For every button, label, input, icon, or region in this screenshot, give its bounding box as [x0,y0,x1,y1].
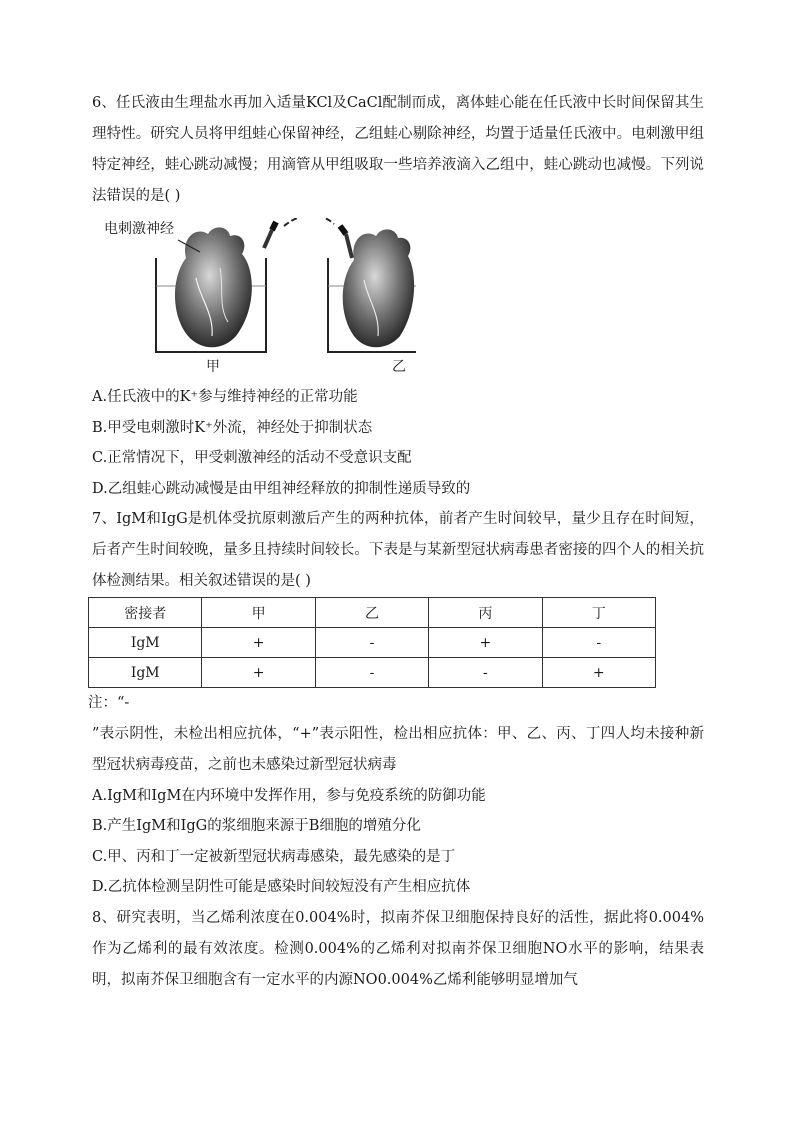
group-jia-label: 甲 [206,359,220,375]
q7-option-b: B.产生IgM和IgG的浆细胞来源于B细胞的增殖分化 [92,818,421,834]
table-cell: - [429,658,542,688]
table-header-cell: 甲 [202,598,315,628]
q7-note-line2: ”表示阴性，未检出相应抗体，“+”表示阳性，检出相应抗体：甲、乙、丙、丁四人均未接种新型冠状病毒疫苗，之前也未感染过新型冠状病毒 [92,725,704,773]
table-cell: - [315,628,428,658]
table-header-cell: 密接者 [89,598,202,628]
q6-option-a: A.任氏液中的K⁺参与维持神经的正常功能 [92,389,358,405]
table-cell: IgM [89,628,202,658]
q7-option-d: D.乙抗体检测呈阴性可能是感染时间较短没有产生相应抗体 [92,879,471,895]
table-header-cell: 乙 [315,598,428,628]
heart-illustration [96,218,416,378]
table-cell: IgM [89,658,202,688]
heart-experiment-figure [96,218,416,378]
table-cell: + [429,628,542,658]
q6-option-b: B.甲受电刺激时K⁺外流，神经处于抑制状态 [92,419,373,436]
table-cell: + [542,658,655,688]
table-header-cell: 丙 [429,598,542,628]
q6-option-d: D.乙组蛙心跳动减慢是由甲组神经释放的抑制性递质导致的 [92,480,471,497]
q8-stem: 8、研究表明，当乙烯利浓度在0.004%时，拟南芥保卫细胞保持良好的活性，据此将0.004%作为乙烯利的最有效浓度。检测0.004%的乙烯利对拟南芥保卫细胞NO水平的影响，结果表明，拟南芥保卫细胞含有一定水平的内源NO0.004%乙烯利能够明显增加气 [92,909,704,988]
table-cell: + [202,628,315,658]
table-row [89,628,656,658]
heart-left [175,227,252,347]
question-page [88,88,704,996]
q6-option-c: C.正常情况下，甲受刺激神经的活动不受意识支配 [92,450,412,466]
q7-note-line1: 注：“- [88,695,130,711]
q7-stem: 7、IgM和IgG是机体受抗原刺激后产生的两种抗体，前者产生时间较早，量少且存在时间短，后者产生时间较晚，量多且持续时间较长。下表是与某新型冠状病毒患者密接的四个人的相关抗体检测结果。相关叙述错误的是( ) [92,511,704,589]
table-row [89,658,656,688]
stim-nerve-label: 电刺激神经 [104,221,174,237]
q7-option-a: A.IgM和IgM在内环境中发挥作用，参与免疫系统的防御功能 [92,787,486,804]
q7-option-c: C.甲、丙和丁一定被新型冠状病毒感染，最先感染的是丁 [92,848,456,865]
table-cell: - [542,628,655,658]
antibody-table [88,597,656,688]
table-header-cell: 丁 [542,598,655,628]
table-cell: + [202,658,315,688]
q6-stem: 6、任氏液由生理盐水再加入适量KCl及CaCl配制而成，离体蛙心能在任氏液中长时间保留其生理特性。研究人员将甲组蛙心保留神经，乙组蛙心剔除神经，均置于适量任氏液中。电刺激甲组特定神经，蛙心跳动减慢；用滴管从甲组吸取一些培养液滴入乙组中，蛙心跳动也减慢。下列说法错误的是( ) [92,95,704,204]
table-cell: - [315,658,428,688]
table-header-row [89,598,656,628]
group-yi-label: 乙 [392,359,406,375]
